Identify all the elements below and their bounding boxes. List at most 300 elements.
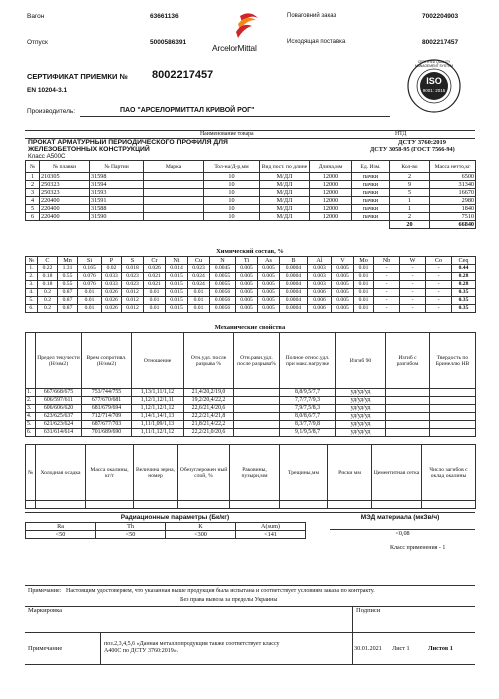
chem-cell: 0.015 (166, 289, 188, 297)
chem-cell: - (400, 305, 426, 313)
chem-cell: 0.0004 (280, 305, 308, 313)
mech-cell: 21,4/20,2/19,0 (184, 389, 234, 397)
chem-cell: 5. (26, 297, 38, 305)
footer-sheets: Листов 1 (428, 645, 453, 652)
items-cell: М/ДЛ (260, 181, 310, 189)
items-cell: 250323 (40, 181, 90, 189)
chem-cell: 0.0004 (280, 297, 308, 305)
chem-cell: 0.87 (58, 297, 78, 305)
items-header-melt: № плавки (40, 161, 90, 173)
chem-cell: 0.006 (308, 289, 332, 297)
chem-cell: 0.005 (332, 281, 354, 289)
radiation-value-ra: <50 (26, 531, 96, 539)
iso-seal-caption: CERTIFIED QUALITY MANAGEMENT SYSTEM (414, 60, 454, 68)
quality-header-scratches: Риски мм (328, 445, 372, 501)
chem-cell: 0.18 (38, 281, 58, 289)
chem-cell: 0.005 (332, 273, 354, 281)
chem-cell: 0.0055 (210, 281, 236, 289)
note-text-2: Без права вывоза за пределы Украины (180, 597, 278, 603)
items-cell: 12000 (310, 181, 352, 189)
mech-cell: 621/623/624 (36, 421, 82, 429)
quality-header-shells: Раковины, пузыри,мм (230, 445, 280, 501)
items-cell: 2 (26, 181, 40, 189)
items-cell: пачки (352, 189, 390, 197)
radiation-value-asum: <141 (236, 531, 306, 539)
chem-cell: 0.003 (308, 265, 332, 273)
items-cell: 10 (204, 197, 260, 205)
chem-header-cell: Si (78, 257, 102, 265)
chem-cell: 0.18 (38, 273, 58, 281)
chem-cell: 0.015 (166, 273, 188, 281)
mech-cell: 7,7/7,7/9,3 (280, 397, 336, 405)
signature-label: Подписи (356, 607, 381, 614)
mech-cell (386, 397, 430, 405)
chem-cell: 0.076 (78, 273, 102, 281)
mech-cell: уд/уд/уд (336, 421, 386, 429)
chem-cell: 0.35 (452, 305, 476, 313)
mech-header-rebend: Изгиб с разгибом (386, 333, 430, 389)
quality-header-num: № (26, 445, 36, 501)
chem-header-cell: Al (308, 257, 332, 265)
chem-cell: 0.165 (78, 265, 102, 273)
mech-row (26, 421, 476, 429)
mech-cell: 22,2/21,0/20,6 (184, 429, 234, 437)
radiation-header-k: K (166, 523, 236, 531)
items-cell: М/ДЛ (260, 213, 310, 221)
marking-label: Маркировка (28, 607, 63, 614)
mech-cell (234, 389, 280, 397)
chem-header-cell: C (38, 257, 58, 265)
chem-cell: 0.01 (144, 305, 166, 313)
iso-number: 9001: 2015 (422, 88, 446, 93)
items-cell: 10 (204, 213, 260, 221)
wagon-label: Вагон (27, 13, 45, 20)
chem-cell: 0.55 (58, 273, 78, 281)
items-cell: 4 (26, 197, 40, 205)
radiation-title: Радиационные параметры (Бк/кг) (120, 514, 230, 521)
chem-cell: 0.012 (122, 305, 144, 313)
items-header-mass: Масса нетто,кг (430, 161, 476, 173)
mech-row (26, 389, 476, 397)
mech-cell (430, 397, 476, 405)
ntd-header: НТД (395, 131, 407, 137)
chem-cell: 1. (26, 265, 38, 273)
items-cell: 2 (390, 213, 430, 221)
items-cell: 16670 (430, 189, 476, 197)
product-line-2: ЖЕЛЕЗОБЕТОННЫХ КОНСТРУКЦИЙ (28, 146, 150, 153)
chem-cell: 6. (26, 305, 38, 313)
chem-cell: 0.01 (354, 273, 374, 281)
mech-cell: 681/679/694 (82, 405, 132, 413)
items-header-thickness: Тол-на/Д-р,мм (204, 161, 260, 173)
chem-cell: 0.003 (308, 281, 332, 289)
mech-cell: 606/606/620 (36, 405, 82, 413)
chem-cell: 0.015 (166, 281, 188, 289)
chem-cell: 0.005 (332, 265, 354, 273)
items-cell: М/ДЛ (260, 173, 310, 181)
items-cell (144, 181, 204, 189)
items-row (26, 205, 476, 213)
source-value: 8002217457 (422, 39, 459, 46)
mech-cell: 753/744/755 (82, 389, 132, 397)
chem-cell: 0.01 (354, 281, 374, 289)
chem-cell: 0.01 (78, 305, 102, 313)
mech-cell (234, 421, 280, 429)
chem-header-cell: S (122, 257, 144, 265)
chem-cell: 0.0004 (280, 265, 308, 273)
chem-cell: - (400, 289, 426, 297)
items-header-num: № (26, 161, 40, 173)
chem-row (26, 289, 476, 297)
chem-cell: 0.005 (258, 273, 280, 281)
chem-cell: 0.033 (102, 281, 122, 289)
chem-cell: 0.005 (258, 305, 280, 313)
items-cell: М/ДЛ (260, 205, 310, 213)
chem-cell: 0.005 (258, 281, 280, 289)
items-cell: 12000 (310, 213, 352, 221)
items-total-mass: 66840 (430, 221, 476, 229)
chem-cell: - (374, 265, 400, 273)
mech-cell: уд/уд/уд (336, 413, 386, 421)
mech-cell: 687/677/703 (82, 421, 132, 429)
chem-cell: 0.0004 (280, 289, 308, 297)
mech-header-tensile: Врем сопротивл. (Н/мм2) (82, 333, 132, 389)
chem-cell: 0.01 (144, 289, 166, 297)
chem-cell: - (374, 297, 400, 305)
med-value: <0,08 (395, 530, 410, 537)
items-header-length-type: Вид пост. по длине (260, 161, 310, 173)
order-value: 7002204903 (422, 13, 459, 20)
mech-cell: 667/668/675 (36, 389, 82, 397)
items-cell: 10 (204, 173, 260, 181)
chem-cell: 0.023 (188, 265, 210, 273)
items-cell: пачки (352, 181, 390, 189)
mech-cell (430, 389, 476, 397)
chem-cell: 0.01 (354, 265, 374, 273)
chem-cell: - (400, 265, 426, 273)
items-cell: 12000 (310, 189, 352, 197)
chem-cell: 0.012 (122, 289, 144, 297)
mechanical-title: Механические свойства (214, 324, 286, 331)
items-cell: 2 (390, 173, 430, 181)
mech-cell: уд/уд/уд (336, 389, 386, 397)
ntd-1: ДСТУ 3760:2019 (398, 139, 447, 146)
chem-row (26, 305, 476, 313)
chem-cell: 0.076 (78, 281, 102, 289)
remark-text: поз.2,3,4,5,6 «Данная металлопродукция также соответствует классу А400С по ДСТУ 3760:2019». (104, 641, 280, 654)
chem-cell: - (374, 273, 400, 281)
items-cell: М/ДЛ (260, 189, 310, 197)
chem-cell: 0.005 (236, 289, 258, 297)
items-table (25, 160, 476, 229)
chem-cell: - (426, 265, 452, 273)
chem-cell: 0.35 (452, 289, 476, 297)
chem-header-cell: N (210, 257, 236, 265)
chem-header-cell: Cr (144, 257, 166, 265)
mech-cell: 606/597/611 (36, 397, 82, 405)
mech-cell: 4. (26, 413, 36, 421)
chem-cell: 0.0004 (280, 281, 308, 289)
chem-cell: 0.005 (236, 297, 258, 305)
mech-row (26, 413, 476, 421)
remark-label: Примечание (28, 645, 63, 652)
chem-cell: 0.01 (354, 305, 374, 313)
mech-cell: 623/625/637 (36, 413, 82, 421)
mech-header-hardness: Твердость по Бринеллю НВ (430, 333, 476, 389)
mech-cell (234, 405, 280, 413)
mech-cell (430, 405, 476, 413)
chem-row (26, 273, 476, 281)
items-cell: М/ДЛ (260, 197, 310, 205)
radiation-header-ra: Ra (26, 523, 96, 531)
shipment-label: Отпуск (27, 39, 48, 46)
chem-header-cell: W (400, 257, 426, 265)
items-header-qty: Кол-во (390, 161, 430, 173)
note-text: Настоящим удостоверяем, что указанная выше продукция была испытана и соответствует условиям заказа по контракту. (66, 588, 375, 594)
items-header-length: Длина,мм (310, 161, 352, 173)
application-class: Класс применения - 1 (390, 545, 446, 551)
mech-header-elongation: Отн.удл. после разрыва % (184, 333, 234, 389)
mech-cell: уд/уд/уд (336, 405, 386, 413)
mech-header-uniform-elongation: Отн.равн.удл. после разрыва% (234, 333, 280, 389)
items-cell: 31591 (90, 197, 144, 205)
chem-cell: 0.005 (236, 273, 258, 281)
chem-cell: - (426, 281, 452, 289)
mech-cell (430, 421, 476, 429)
chem-cell: 0.026 (102, 289, 122, 297)
chem-cell: - (426, 289, 452, 297)
chem-cell: - (400, 273, 426, 281)
mech-cell: 712/714/709 (82, 413, 132, 421)
chem-header-cell: Ti (236, 257, 258, 265)
quality-table (25, 444, 476, 509)
items-row (26, 181, 476, 189)
mech-cell: 1,11/1,12/1,12 (132, 429, 184, 437)
certificate-title: СЕРТИФИКАТ ПРИЕМКИ № (27, 72, 128, 81)
chem-header-cell: Mn (58, 257, 78, 265)
items-cell: пачки (352, 213, 390, 221)
mech-cell: 1. (26, 389, 36, 397)
quality-header-cementite: Цементитная сетка (372, 445, 422, 501)
chem-cell: 0.024 (188, 273, 210, 281)
items-cell (144, 205, 204, 213)
items-row (26, 173, 476, 181)
chem-cell: 0.005 (236, 305, 258, 313)
chem-header-cell: Cu (188, 257, 210, 265)
items-cell: 220400 (40, 213, 90, 221)
mech-cell: 6. (26, 429, 36, 437)
items-cell: 12000 (310, 205, 352, 213)
mech-cell (430, 413, 476, 421)
mech-cell: 5. (26, 421, 36, 429)
order-label: Поваговний заказ (287, 13, 337, 19)
items-cell: 6 (26, 213, 40, 221)
chem-cell: 0.005 (258, 297, 280, 305)
chem-cell: 0.023 (122, 273, 144, 281)
chem-cell: - (374, 281, 400, 289)
med-title: МЭД материала (мкЗв/ч) (360, 514, 440, 521)
iso-text: ISO (426, 76, 442, 86)
mech-cell: 8,3/7,7/9,8 (280, 421, 336, 429)
footer-sheet: Лист 1 (392, 645, 410, 652)
chem-cell: 0.01 (354, 297, 374, 305)
items-cell (144, 213, 204, 221)
mech-cell: 677/670/681 (82, 397, 132, 405)
chem-cell: 0.005 (236, 265, 258, 273)
items-cell: 5 (26, 205, 40, 213)
mech-cell: 22,2/21,4/21,8 (184, 413, 234, 421)
chem-cell: 0.01 (188, 289, 210, 297)
chem-cell: 0.0056 (210, 297, 236, 305)
chem-cell: 0.012 (122, 297, 144, 305)
items-cell: 31598 (90, 173, 144, 181)
chem-header-cell: P (102, 257, 122, 265)
chem-cell: 0.01 (78, 297, 102, 305)
mech-cell: 1,14/1,14/1,13 (132, 413, 184, 421)
mech-cell (386, 413, 430, 421)
chem-cell: 0.014 (166, 265, 188, 273)
mech-cell (386, 405, 430, 413)
chem-cell: - (426, 297, 452, 305)
mech-header-ratio: Отношение (132, 333, 184, 389)
producer-value: ПАО "АРСЕЛОРМИТТАЛ КРИВОЙ РОГ" (120, 107, 255, 114)
mech-row (26, 429, 476, 437)
chem-cell: 0.005 (258, 265, 280, 273)
ntd-2: ДСТУ 3058-95 (ГОСТ 7566-94) (370, 146, 455, 153)
chem-cell: 2. (26, 273, 38, 281)
chem-cell: 0.0045 (210, 265, 236, 273)
chem-row (26, 281, 476, 289)
chem-cell: 0.0056 (210, 305, 236, 313)
mech-cell: 1,12/1,12/1,11 (132, 397, 184, 405)
chem-cell: 0.28 (452, 281, 476, 289)
items-cell: 1 (390, 197, 430, 205)
chem-cell: 0.023 (122, 281, 144, 289)
chem-cell: 0.01 (188, 297, 210, 305)
items-cell (144, 173, 204, 181)
chem-cell: 0.2 (38, 305, 58, 313)
chem-cell: 0.01 (354, 289, 374, 297)
chem-cell: 0.006 (308, 305, 332, 313)
mech-cell: 21,8/21,4/22,2 (184, 421, 234, 429)
items-cell: 31590 (90, 213, 144, 221)
items-cell: 10 (204, 205, 260, 213)
chem-header-cell: V (332, 257, 354, 265)
mech-cell (386, 421, 430, 429)
chem-cell: 0.0055 (210, 273, 236, 281)
mech-cell (234, 397, 280, 405)
wagon-value: 63661136 (150, 13, 179, 20)
items-cell: 6500 (430, 173, 476, 181)
mech-cell: 19,2/20,4/22,2 (184, 397, 234, 405)
items-cell: 31593 (90, 189, 144, 197)
quality-header-decarb: Обезуглерожен ный слой, % (178, 445, 230, 501)
chem-cell: 0.55 (58, 281, 78, 289)
items-header-grade: Марка (144, 161, 204, 173)
items-cell: 3 (26, 189, 40, 197)
chem-row (26, 265, 476, 273)
items-cell (144, 197, 204, 205)
product-name-header: Наименование товара (200, 131, 254, 137)
items-cell: 220400 (40, 197, 90, 205)
items-cell: 210305 (40, 173, 90, 181)
chem-row (26, 297, 476, 305)
chem-cell: - (426, 305, 452, 313)
chem-header-cell: As (258, 257, 280, 265)
source-label: Исходящая поставка (287, 39, 346, 45)
radiation-value-th: <50 (96, 531, 166, 539)
chem-cell: 0.026 (102, 297, 122, 305)
chem-cell: 0.006 (308, 297, 332, 305)
mech-cell: уд/уд/уд (336, 429, 386, 437)
chemical-title: Химический состав, % (216, 248, 284, 255)
quality-header-cracks: Трещины,мм (280, 445, 328, 501)
mech-cell (234, 429, 280, 437)
items-cell: 31340 (430, 181, 476, 189)
radiation-table (25, 522, 306, 539)
mech-cell (430, 429, 476, 437)
mech-cell: 8,0/8,6/7,7 (280, 413, 336, 421)
items-cell (144, 189, 204, 197)
items-cell: 7510 (430, 213, 476, 221)
chem-cell: 0.003 (308, 273, 332, 281)
chem-cell: 0.015 (166, 297, 188, 305)
mech-cell: 8,8/9,5/7,7 (280, 389, 336, 397)
chem-cell: 0.0004 (280, 273, 308, 281)
quality-header-cold-upset: Холодная осадка (36, 445, 86, 501)
chem-cell: 1.31 (58, 265, 78, 273)
chem-cell: 0.005 (332, 297, 354, 305)
chem-cell: 0.024 (188, 281, 210, 289)
mech-cell: 701/689/690 (82, 429, 132, 437)
mech-row (26, 397, 476, 405)
chem-cell: 4. (26, 289, 38, 297)
mech-cell: 1,11/1,09/1,13 (132, 421, 184, 429)
items-cell: 5 (390, 189, 430, 197)
items-cell: 1 (390, 205, 430, 213)
mech-cell (386, 429, 430, 437)
items-cell: пачки (352, 205, 390, 213)
chem-cell: 0.005 (258, 289, 280, 297)
items-cell: 10 (204, 181, 260, 189)
mech-cell: 7,9/7,5/8,3 (280, 405, 336, 413)
chem-cell: 0.033 (102, 273, 122, 281)
mech-cell: 9,1/9,5/8,7 (280, 429, 336, 437)
items-cell: пачки (352, 173, 390, 181)
brand-name: ArcelorMittal (212, 43, 257, 53)
chem-cell: 0.018 (122, 265, 144, 273)
chemical-table (25, 256, 476, 313)
mech-cell: уд/уд/уд (336, 397, 386, 405)
mech-cell: 22,6/21,4/20,6 (184, 405, 234, 413)
chem-cell: 0.28 (452, 273, 476, 281)
items-header-unit: Ед. Изм. (352, 161, 390, 173)
items-cell: 12000 (310, 173, 352, 181)
certificate-number: 8002217457 (152, 69, 214, 81)
product-line-1: ПРОКАТ АРМАТУРНЫЙ ПЕРИОДИЧЕСКОГО ПРОФИЛЯ ДЛЯ (28, 139, 228, 146)
mech-cell: 2. (26, 397, 36, 405)
mech-cell: 1,13/1,11/1,12 (132, 389, 184, 397)
items-cell: 9 (390, 181, 430, 189)
chem-cell: 0.026 (144, 265, 166, 273)
chem-cell: 0.021 (144, 273, 166, 281)
items-cell: 10 (204, 189, 260, 197)
mechanical-table (25, 332, 476, 437)
chem-header-cell: Co (426, 257, 452, 265)
items-cell: 220400 (40, 205, 90, 213)
radiation-header-asum: A(sum) (236, 523, 306, 531)
items-cell: 250323 (40, 189, 90, 197)
